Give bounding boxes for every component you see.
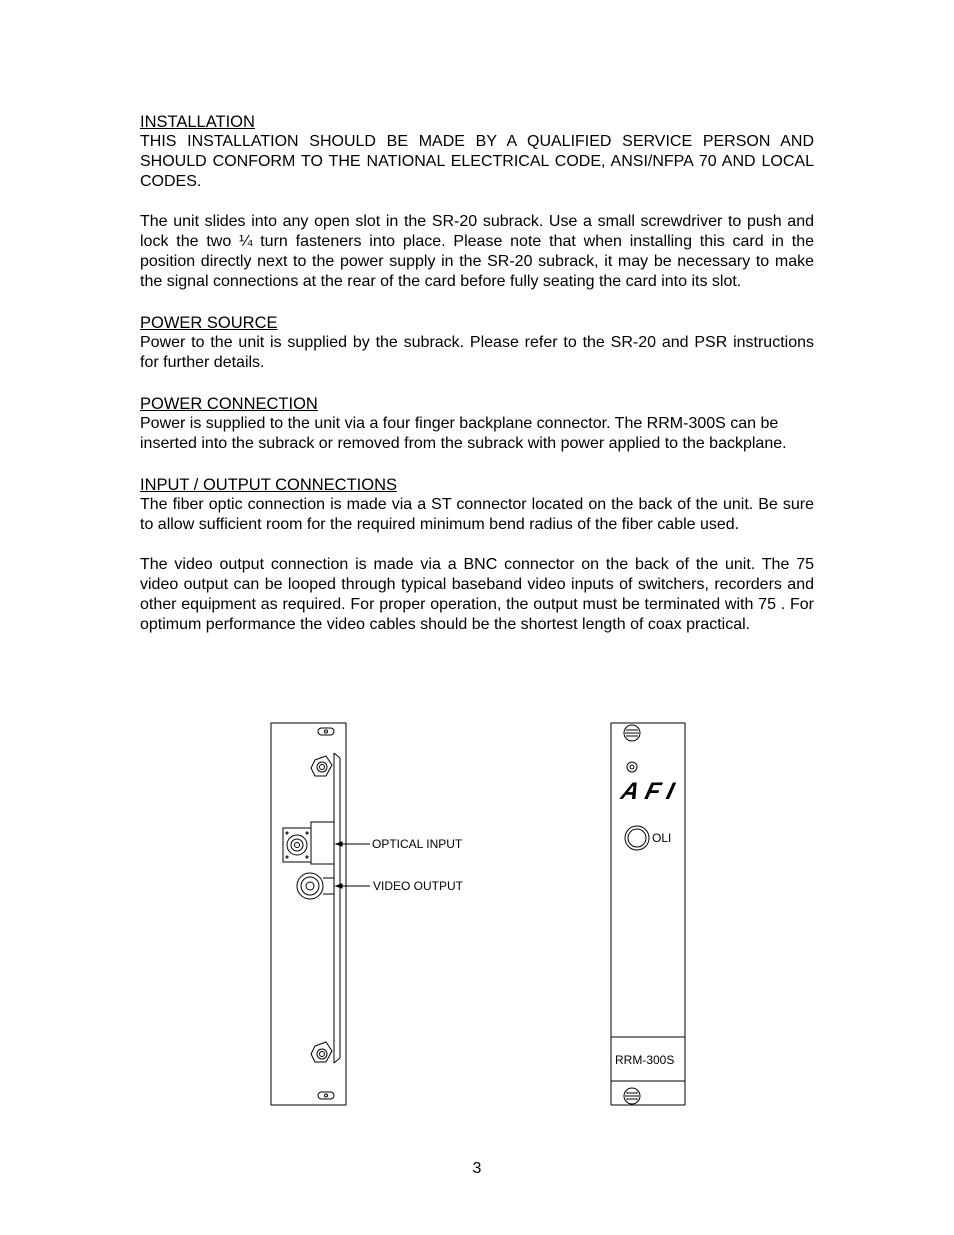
rear-panel-view xyxy=(271,723,370,1105)
power-connection-heading: POWER CONNECTION xyxy=(140,395,318,413)
afi-logo: AFI xyxy=(618,778,677,805)
rear-panel-outline xyxy=(271,723,346,1105)
video-output-label: VIDEO OUTPUT xyxy=(373,879,464,893)
installation-body: The unit slides into any open slot in the SR-20 subrack. Use a small screwdriver to push and lock the two ¼ turn fasteners into place. Please note that when installing this card in the position directly next to the power supply in the SR-20 subrack, it may be necessary to make the signal connections at the rear of the card before fully seating the card into its slot. xyxy=(140,213,814,290)
video-output-connector-icon xyxy=(297,873,334,899)
io-connections-body-video: The video output connection is made via a BNC connector on the back of the unit. The 75 video output can be looped through typical baseband video inputs of switchers, recorders and other equipment as required. For proper operation, the output must be terminated with 75 . For optimum performance the video cables should be the shortest length of coax practical. xyxy=(140,556,814,633)
installation-warning: THIS INSTALLATION SHOULD BE MADE BY A QUALIFIED SERVICE PERSON AND SHOULD CONFORM TO THE NATIONAL ELECTRICAL CODE, ANSI/NFPA 70 AND LOCAL CODES. xyxy=(140,133,814,190)
model-label: RRM-300S xyxy=(615,1053,675,1067)
io-connections-section xyxy=(140,475,814,635)
top-fastener-icon xyxy=(311,756,332,776)
status-led-icon xyxy=(627,762,637,772)
power-source-section xyxy=(140,313,814,373)
io-connections-heading: INPUT / OUTPUT CONNECTIONS xyxy=(140,476,397,494)
page-number: 3 xyxy=(472,1160,482,1177)
optical-input-label: OPTICAL INPUT xyxy=(372,837,463,851)
io-connections-body-fiber: The fiber optic connection is made via a ST connector located on the back of the unit. Be sure to allow sufficient room for the required minimum bend radius of the fiber cable used. xyxy=(140,496,814,533)
bottom-fastener-icon xyxy=(311,1042,332,1062)
power-connection-body: Power is supplied to the unit via a four finger backplane connector. The RRM-300S can be inserted into the subrack or removed from the subrack with power applied to the backplane. xyxy=(140,415,787,452)
power-source-heading: POWER SOURCE xyxy=(140,314,278,332)
installation-heading: INSTALLATION xyxy=(140,113,255,131)
installation-section xyxy=(140,112,814,292)
front-bottom-fastener-icon xyxy=(624,1088,640,1104)
power-connection-section xyxy=(140,394,814,454)
power-source-body: Power to the unit is supplied by the subrack. Please refer to the SR-20 and PSR instructions for further details. xyxy=(140,334,814,371)
document-body xyxy=(140,112,814,635)
card-diagram xyxy=(260,718,700,1110)
front-top-fastener-icon xyxy=(624,725,640,741)
card-diagram-svg xyxy=(260,718,700,1110)
bottom-slot-icon xyxy=(318,1092,334,1099)
optical-input-connector-icon xyxy=(283,822,334,864)
oli-label: OLI xyxy=(652,831,672,845)
oli-indicator-icon xyxy=(625,826,649,850)
top-slot-icon xyxy=(318,728,334,735)
